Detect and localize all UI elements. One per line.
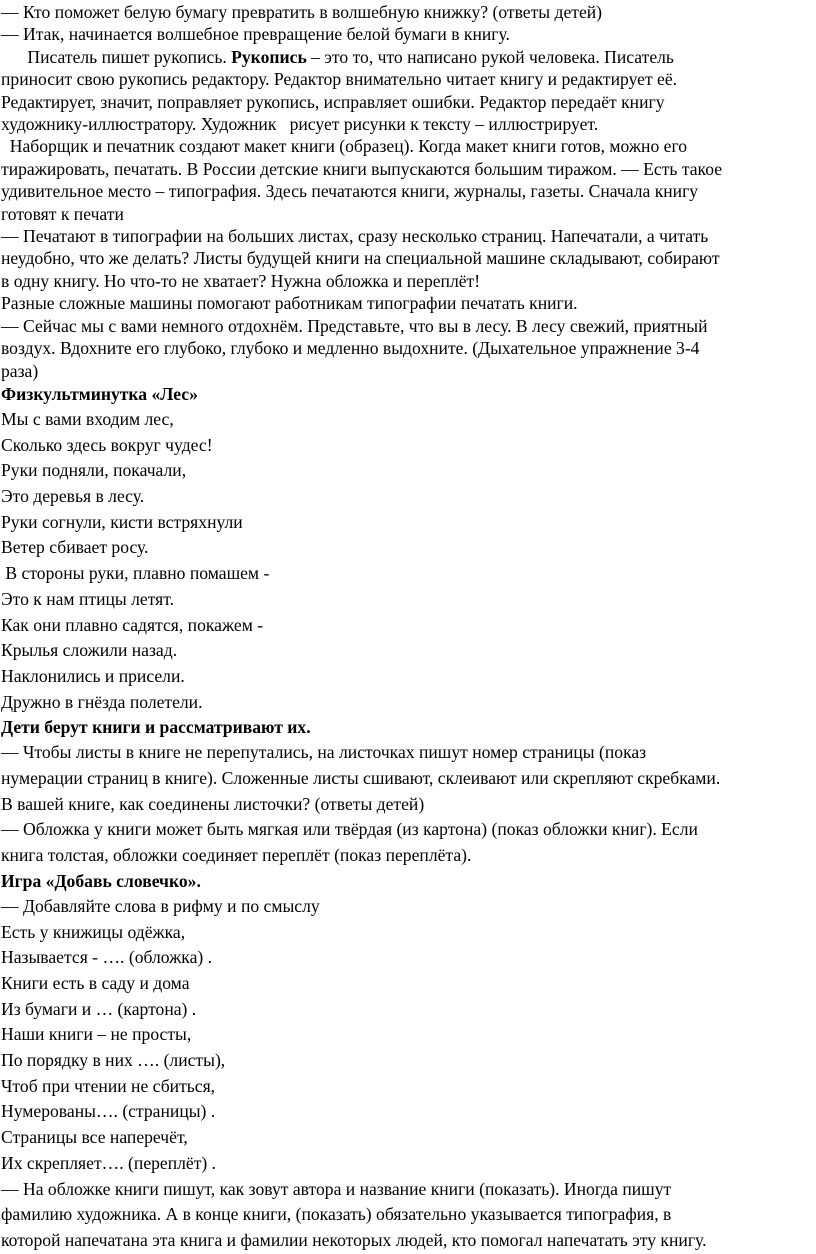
text-line: — Итак, начинается волшебное превращение белой бумаги в книгу.: [1, 24, 510, 45]
poem-line: Как они плавно садятся, покажем -: [1, 614, 264, 635]
book-parts-paragraph: [1, 740, 813, 869]
poem-line: Дружно в гнёзда полетели.: [1, 691, 203, 712]
section-heading: Игра «Добавь словечко».: [1, 870, 201, 891]
text-line: тиражировать, печатать. В России детские книги выпускаются большим тиражом. — Есть такое: [1, 158, 723, 179]
game-line: Есть у книжицы одёжка,: [1, 921, 186, 942]
document-page: [1, 0, 813, 1254]
text-line: В вашей книге, как соединены листочки? (ответы детей): [1, 793, 425, 814]
game-line: Чтоб при чтении не сбиться,: [1, 1075, 216, 1096]
manuscript-paragraph: [1, 46, 813, 382]
poem-line: В стороны руки, плавно помашем -: [1, 563, 270, 584]
text-line: воздух. Вдохните его глубоко, глубоко и медленно выдохните. (Дыхательное упражнение 3-4: [1, 338, 700, 359]
poem-line: Крылья сложили назад.: [1, 640, 178, 661]
text-line: нумерации страниц в книге). Сложенные листы сшивают, склеивают или скрепляют скребками.: [1, 768, 721, 789]
bold-term: Рукопись: [231, 46, 307, 67]
text-line: готовят к печати: [1, 203, 124, 224]
text-line: — Печатают в типографии на больших листах, сразу несколько страниц. Напечатали, а читать: [1, 226, 709, 247]
text-line: — Сейчас мы с вами немного отдохнём. Представьте, что вы в лесу. В лесу свежий, приятный: [1, 315, 708, 336]
poem-line: Это к нам птицы летят.: [1, 588, 175, 609]
game-line: Страницы все наперечёт,: [1, 1127, 188, 1148]
poem-line: Руки подняли, покачали,: [1, 460, 187, 481]
text-line: неудобно, что же делать? Листы будущей книги на специальной машине складывают, собирают: [1, 248, 720, 269]
text-line: Наборщик и печатник создают макет книги (образец). Когда макет книги готов, можно его: [1, 136, 688, 157]
text-line: Редактирует, значит, поправляет рукопись, исправляет ошибки. Редактор передаёт книгу: [1, 91, 665, 112]
poem-line: Наклонились и присели.: [1, 665, 185, 686]
text-fragment: – это то, что написано рукой человека. Писатель: [306, 46, 674, 67]
intro-paragraph: [1, 1, 813, 46]
cover-paragraph: [1, 1177, 813, 1254]
game-line: Называется - …. (обложка) .: [1, 947, 213, 968]
text-fragment: Писатель пишет рукопись.: [1, 46, 232, 67]
game-line: Книги есть в саду и дома: [1, 972, 190, 993]
text-line: которой напечатана эта книга и фамилии некоторых людей, кто помогал напечатать эту книгу.: [1, 1230, 707, 1250]
text-line: — На обложке книги пишут, как зовут автора и название книги (показать). Иногда пишут: [1, 1178, 672, 1199]
text-line: — Чтобы листы в книге не перепутались, на листочках пишут номер страницы (показ: [1, 742, 647, 763]
text-line: удивительное место – типография. Здесь печатаются книги, журналы, газеты. Сначала книгу: [1, 181, 699, 202]
text-line: — Кто поможет белую бумагу превратить в волшебную книжку? (ответы детей): [1, 2, 603, 22]
text-line: художнику-иллюстратору. Художник рисует рисунки к тексту – иллюстрирует.: [1, 114, 599, 135]
game-line: Нумерованы…. (страницы) .: [1, 1101, 216, 1122]
poem-line: Сколько здесь вокруг чудес!: [1, 434, 213, 455]
game-line: По порядку в них …. (листы),: [1, 1050, 226, 1071]
text-line: раза): [1, 360, 39, 381]
text-line: — Обложка у книги может быть мягкая или твёрдая (из картона) (показ обложки книг). Если: [1, 819, 698, 840]
poem: [1, 407, 813, 715]
word-game: [1, 894, 813, 1177]
section-heading: Физкультминутка «Лес»: [1, 383, 198, 404]
section-heading: Дети берут книги и рассматривают их.: [1, 717, 311, 738]
text-line: в одну книгу. Но что-то не хватает? Нужна обложка и переплёт!: [1, 270, 481, 291]
text-line: Разные сложные машины помогают работникам типографии печатать книги.: [1, 293, 578, 314]
text-line: фамилию художника. А в конце книги, (показать) обязательно указывается типография, в: [1, 1204, 672, 1225]
poem-line: Руки согнули, кисти встряхнули: [1, 511, 243, 532]
game-line: Наши книги – не просты,: [1, 1024, 192, 1045]
text-line: приносит свою рукопись редактору. Редактор внимательно читает книгу и редактирует её.: [1, 69, 678, 90]
text-line: книга толстая, обложки соединяет переплёт (показ переплёта).: [1, 845, 472, 866]
game-line: — Добавляйте слова в рифму и по смыслу: [1, 895, 320, 916]
game-line: Их скрепляет…. (переплёт) .: [1, 1152, 217, 1173]
poem-line: Это деревья в лесу.: [1, 486, 145, 507]
game-line: Из бумаги и … (картона) .: [1, 998, 197, 1019]
text-line: [1, 46, 813, 68]
poem-line: Мы с вами входим лес,: [1, 408, 174, 429]
poem-line: Ветер сбивает росу.: [1, 537, 149, 558]
